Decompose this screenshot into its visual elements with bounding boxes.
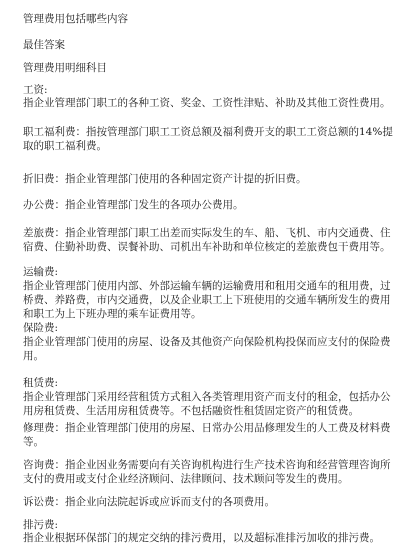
- section-label-rent: 租赁费:: [23, 377, 59, 389]
- section-label-pollution: 排污费:: [23, 519, 59, 531]
- section-welfare: 职工福利费：指按管理部门职工工资总额及福利费开支的职工工资总额的14%提取的职工福利费。: [23, 126, 393, 152]
- best-answer-label: 最佳答案: [23, 39, 65, 51]
- section-label-salary: 工资:: [23, 84, 48, 96]
- section-text-pollution: 指企业根据环保部门的规定交纳的排污费用，以及超标准排污加收的排污费。: [23, 532, 380, 544]
- section-litigation: 诉讼费：指企业向法院起诉或应诉而支付的各项费用。: [23, 496, 275, 508]
- section-text-transport: 指企业管理部门使用内部、外部运输车辆的运输费用和租用交通车的租用费，过桥费、养路费，市内交通费，以及企业职工上下班使用的交通车辆所发生的费用和职工为上下班办理的乘车证费用等。: [23, 280, 391, 320]
- section-consulting: 咨询费：指企业因业务需要向有关咨询机构进行生产技术咨询和经营管理咨询所支付的费用或支付企业经济顾问、法律顾问、技术顾问等发生的费用。: [23, 459, 391, 485]
- section-repair: 修理费：指企业管理部门使用的房屋、日常办公用品修理发生的人工费及材料费等。: [23, 422, 391, 448]
- section-text-rent: 指企业管理部门采用经营租赁方式租入各类管理用资产而支付的租金，包括办公用房租赁费、生活用房租赁费等。不包括融资性租赁固定资产的租赁费。: [23, 391, 391, 417]
- section-text-salary: 指企业管理部门职工的各种工资、奖金、工资性津贴、补助及其他工资性费用。: [23, 97, 391, 109]
- section-depreciation: 折旧费：指企业管理部门使用的各种固定资产计提的折旧费。: [23, 173, 307, 185]
- section-label-insurance: 保险费:: [23, 322, 59, 334]
- section-office: 办公费：指企业管理部门发生的各项办公费用。: [23, 199, 244, 211]
- section-label-transport: 运输费:: [23, 266, 59, 278]
- question-title: 管理费用包括哪些内容: [23, 13, 128, 25]
- section-travel: 差旅费：指企业管理部门职工出差而实际发生的车、船、飞机、市内交通费、住宿费、住勤补助费、误餐补助、司机出车补助和单位核定的差旅费包干费用等。: [23, 227, 391, 253]
- subheading: 管理费用明细科目: [23, 62, 107, 74]
- section-text-insurance: 指企业管理部门使用的房屋、设备及其他资产向保险机构投保而应支付的保险费用。: [23, 336, 391, 362]
